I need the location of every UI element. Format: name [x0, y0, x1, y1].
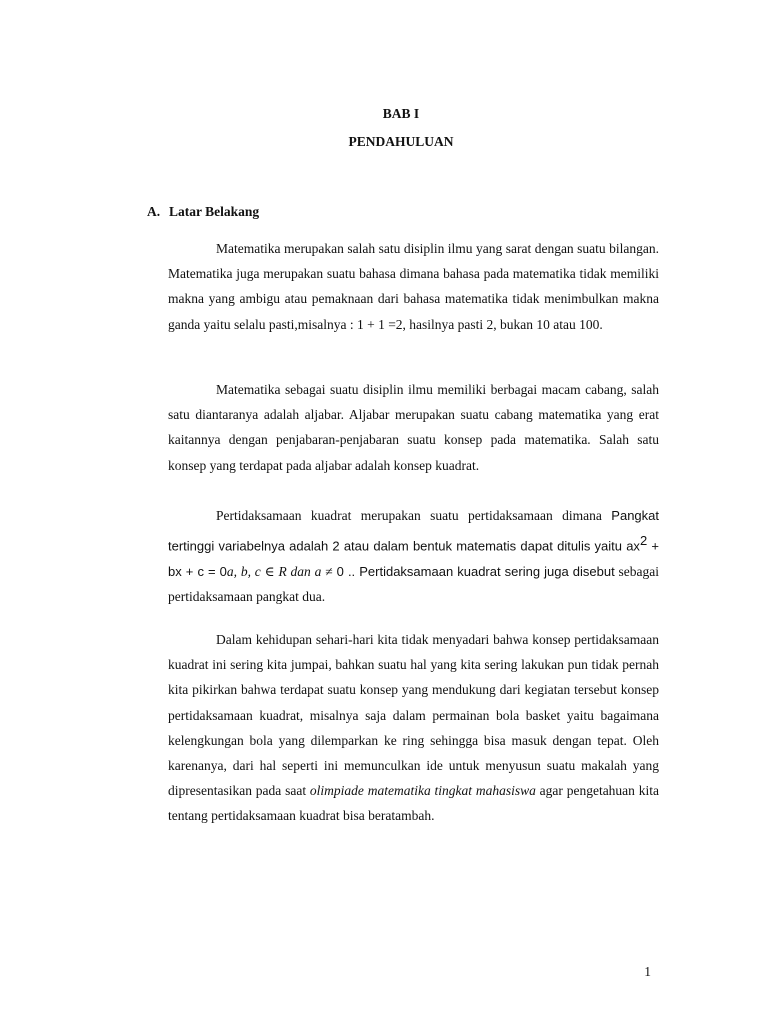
paragraph-4-text-a: Dalam kehidupan sehari-hari kita tidak menyadari bahwa konsep pertidaksamaan kuadrat ini sering kita jumpai, bahkan suatu hal yang kita sering lakukan pun tidak pernah kita pikirkan bahwa terdapat suatu konsep yang mendukung dari kegiatan tersebut konsep pertidaksamaan kuadrat, misalnya saja dalam permainan bola basket yaitu bagaimana kelengkungan bola yang dilemparkan ke ring sehingga bisa masuk dengan tepat. Oleh karenanya, dari hal seperti ini memunculkan ide untuk menyusun suatu makalah yang dipresentasikan pada saat — [168, 632, 659, 799]
paragraph-3-text-e: sebagai pertidaksamaan pangkat dua. — [168, 563, 660, 604]
paragraph-2: Matematika sebagai suatu disiplin ilmu memiliki berbagai macam cabang, salah satu diantaranya adalah aljabar. Aljabar merupakan suatu cabang matematika yang erat kaitannya dengan penjabaran-penjabaran suatu konsep pada matematika. Salah satu konsep yang terdapat pada aljabar adalah konsep kuadrat. — [168, 382, 659, 473]
section-heading — [147, 204, 259, 220]
paragraph-3-math-condition: a, b, c ∈ R dan a ≠ — [226, 563, 333, 579]
section-title: Latar Belakang — [169, 204, 260, 219]
chapter-title: PENDAHULUAN — [348, 134, 454, 149]
paragraph-3-text-a: Pertidaksamaan kuadrat merupakan suatu pertidaksamaan dimana — [216, 508, 612, 523]
paragraph-4-text-b: agar pengetahuan kita tentang pertidaksamaan kuadrat bisa beratambah. — [168, 783, 659, 824]
paragraph-3-superscript: 2 — [639, 533, 648, 548]
paragraph-1: Matematika merupakan salah satu disiplin ilmu yang sarat dengan suatu bilangan. Matematika juga merupakan suatu bahasa dimana bahasa pada matematika tidak memiliki makna yang ambigu atau pemaknaan dari bahasa matematika tidak menimbulkan makna ganda yaitu selalu pasti,misalnya : 1 + 1 =2, hasilnya pasti 2, bukan 10 atau 100. — [168, 241, 659, 332]
paragraph-3-text-c: tertinggi variabelnya adalah 2 atau dalam bentuk matematis dapat ditulis yaitu ax — [168, 538, 640, 554]
paragraph-3 — [168, 503, 659, 609]
paragraph-3-text-b: Pangkat — [611, 508, 659, 523]
paragraph-3-text-d: 0 .. Pertidaksamaan kuadrat sering juga disebut — [332, 563, 615, 579]
paragraph-4-italic-term: olimpiade matematika tingkat mahasiswa — [309, 783, 536, 799]
section-number: A. — [147, 204, 161, 219]
page-number: 1 — [644, 964, 651, 979]
paragraph-4 — [168, 627, 659, 829]
chapter-number: BAB I — [382, 106, 420, 121]
paragraph-3-equation: + bx + c = 0 — [168, 538, 659, 579]
